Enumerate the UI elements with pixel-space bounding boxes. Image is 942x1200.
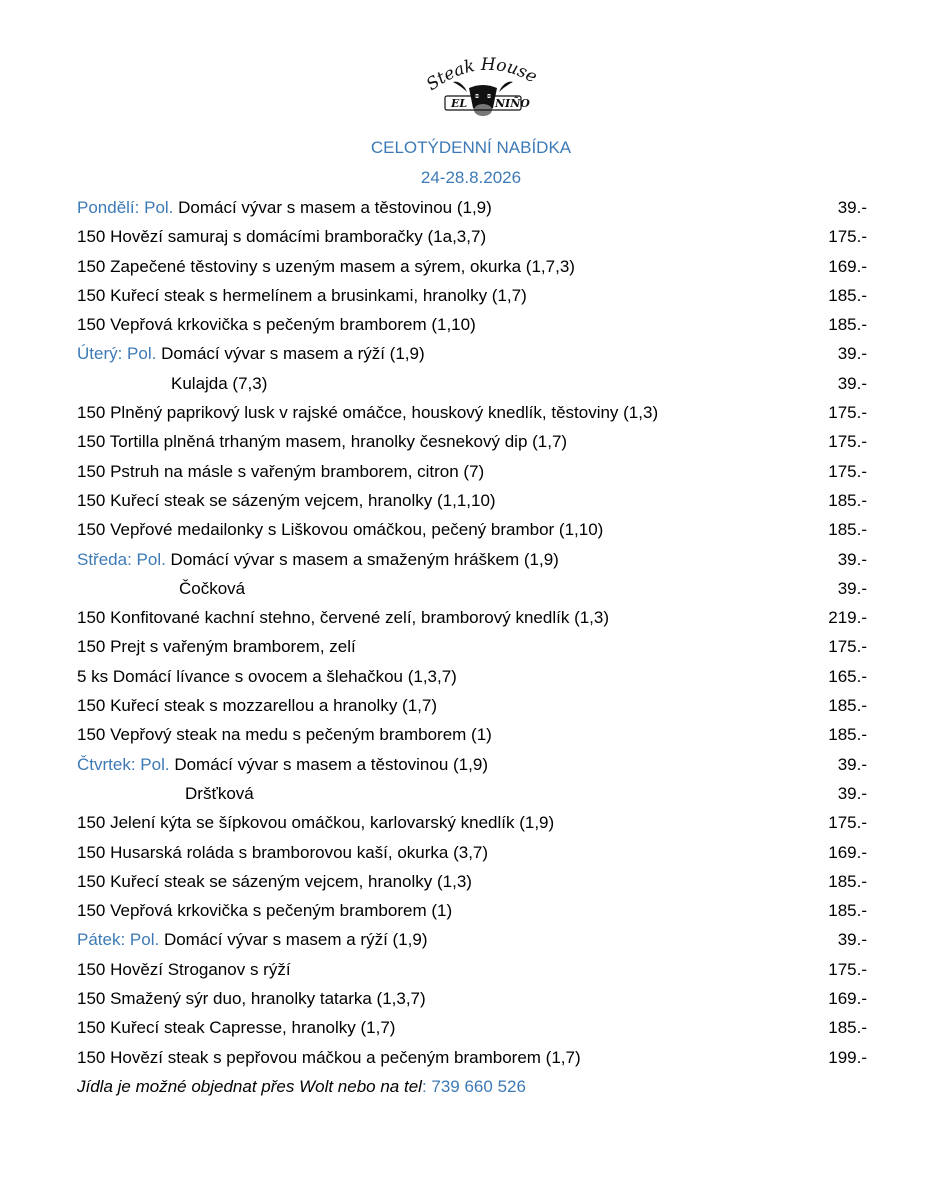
menu-item	[77, 486, 867, 515]
dish-price: 175.-	[828, 959, 867, 979]
order-note-text: Jídla je možné objednat přes Wolt nebo na tel	[77, 1076, 422, 1096]
dish-name: 150 Kuřecí steak se sázeným vejcem, hranolky (1,1,10)	[77, 490, 496, 510]
dish-price: 39.-	[837, 549, 867, 569]
menu-item	[77, 369, 867, 398]
menu-item	[77, 955, 867, 984]
dish-price: 175.-	[828, 637, 867, 657]
dish-price: 185.-	[828, 725, 867, 745]
logo-brand-right: NIÑO	[495, 97, 530, 110]
dish-price: 39.-	[837, 578, 867, 598]
dish-name: 5 ks Domácí lívance s ovocem a šlehačkou (1,3,7)	[77, 666, 457, 686]
dish-price: 165.-	[828, 666, 867, 686]
dish-price: 175.-	[828, 227, 867, 247]
dish-name: Domácí vývar s masem a těstovinou (1,9)	[173, 198, 492, 217]
dish-name: Kulajda (7,3)	[171, 373, 268, 393]
dish-name: 150 Zapečené těstoviny s uzeným masem a sýrem, okurka (1,7,3)	[77, 256, 575, 276]
dish-price: 199.-	[828, 1047, 867, 1067]
dish-price: 175.-	[828, 813, 867, 833]
dish-price: 219.-	[828, 608, 867, 628]
dish-price: 39.-	[837, 198, 867, 217]
menu-item	[77, 252, 867, 281]
dish-name: 150 Prejt s vařeným bramborem, zelí	[77, 637, 356, 657]
dish-price: 39.-	[837, 783, 867, 803]
dish-price: 185.-	[828, 1018, 867, 1038]
dish-name: Domácí vývar s masem a těstovinou (1,9)	[169, 754, 488, 774]
menu-item	[77, 779, 867, 808]
dish-price: 185.-	[828, 871, 867, 891]
day-label: Středa: Pol.	[77, 549, 166, 569]
offer-dates: 24-28.8.2026	[420, 168, 522, 187]
dish-name: Domácí vývar s masem a smaženým hráškem (1,9)	[165, 549, 559, 569]
menu-item	[77, 281, 867, 310]
dish-price: 39.-	[837, 754, 867, 774]
dish-name: 150 Kuřecí steak se sázeným vejcem, hranolky (1,3)	[77, 871, 472, 891]
dish-name: 150 Konfitované kachní stehno, červené zelí, bramborový knedlík (1,3)	[77, 608, 610, 628]
menu-item	[77, 632, 867, 661]
menu-item	[77, 691, 867, 720]
dish-name: Čočková	[179, 578, 246, 598]
menu-item	[77, 457, 867, 486]
dish-price: 175.-	[828, 461, 867, 481]
menu-item	[77, 808, 867, 837]
order-note-separator: :	[421, 1076, 432, 1096]
day-label: Pondělí: Pol.	[77, 198, 174, 217]
dish-price: 169.-	[828, 989, 867, 1009]
day-label: Úterý: Pol.	[77, 344, 157, 364]
dish-name: 150 Tortilla plněná trhaným masem, hranolky česnekový dip (1,7)	[77, 432, 568, 452]
menu-day-row	[77, 925, 867, 954]
order-note	[77, 1072, 867, 1101]
dish-price: 185.-	[828, 901, 867, 921]
dish-name: 150 Smažený sýr duo, hranolky tatarka (1,3,7)	[77, 989, 426, 1009]
dish-name: Domácí vývar s masem a rýží (1,9)	[156, 344, 425, 364]
dish-name: 150 Kuřecí steak s mozzarellou a hranolky (1,7)	[77, 696, 438, 716]
menu-item	[77, 574, 867, 603]
menu-item	[77, 720, 867, 749]
day-label: Čtvrtek: Pol.	[77, 754, 170, 774]
menu-item	[77, 1043, 867, 1072]
dish-price: 185.-	[828, 520, 867, 540]
menu-item	[77, 398, 867, 427]
dish-price: 175.-	[828, 403, 867, 423]
dish-price: 39.-	[837, 344, 867, 364]
menu-item	[77, 603, 867, 632]
dish-name: 150 Hovězí steak s pepřovou máčkou a pečeným bramborem (1,7)	[77, 1047, 581, 1067]
dish-price: 185.-	[828, 696, 867, 716]
dish-price: 185.-	[828, 315, 867, 335]
phone-number[interactable]: 739 660 526	[431, 1076, 526, 1096]
dish-name: 150 Pstruh na másle s vařeným bramborem, citron (7)	[77, 461, 485, 481]
dish-price: 185.-	[828, 285, 867, 305]
menu-day-row	[77, 545, 867, 574]
weekly-menu-list	[77, 193, 867, 1101]
menu-item	[77, 515, 867, 544]
menu-item	[77, 896, 867, 925]
dish-name: 150 Vepřová krkovička s pečeným bramborem (1)	[77, 901, 453, 921]
dish-name: 150 Vepřová krkovička s pečeným bramborem (1,10)	[77, 315, 476, 335]
offer-title: CELOTÝDENNÍ NABÍDKA	[370, 138, 572, 157]
dish-price: 185.-	[828, 490, 867, 510]
menu-item	[77, 984, 867, 1013]
dish-price: 169.-	[828, 256, 867, 276]
dish-name: 150 Kuřecí steak s hermelínem a brusinkami, hranolky (1,7)	[77, 285, 527, 305]
menu-item	[77, 310, 867, 339]
dish-price: 39.-	[837, 930, 867, 950]
dish-name: Domácí vývar s masem a rýží (1,9)	[159, 930, 428, 950]
dish-price: 169.-	[828, 842, 867, 862]
dish-name: 150 Vepřový steak na medu s pečeným bramborem (1)	[77, 725, 492, 745]
dish-name: 150 Vepřové medailonky s Liškovou omáčkou, pečený brambor (1,10)	[77, 520, 604, 540]
menu-day-row	[77, 339, 867, 368]
menu-item	[77, 867, 867, 896]
menu-item	[77, 1013, 867, 1042]
menu-item	[77, 222, 867, 251]
menu-item	[77, 427, 867, 456]
day-label: Pátek: Pol.	[77, 930, 160, 950]
menu-day-row	[77, 193, 867, 222]
dish-name: 150 Kuřecí steak Capresse, hranolky (1,7)	[77, 1018, 396, 1038]
dish-name: 150 Plněný paprikový lusk v rajské omáčce, houskový knedlík, těstoviny (1,3)	[77, 403, 659, 423]
dish-name: 150 Hovězí samuraj s domácími bramboračky (1a,3,7)	[77, 227, 487, 247]
menu-day-row	[77, 750, 867, 779]
svg-text:Steak House: Steak House	[422, 54, 541, 95]
menu-item	[77, 662, 867, 691]
dish-name: 150 Husarská roláda s bramborovou kaší, okurka (3,7)	[77, 842, 489, 862]
steak-house-logo	[413, 52, 553, 124]
dish-price: 175.-	[828, 432, 867, 452]
menu-item	[77, 838, 867, 867]
dish-price: 39.-	[837, 373, 867, 393]
dish-name: 150 Jelení kýta se šípkovou omáčkou, karlovarský knedlík (1,9)	[77, 813, 555, 833]
dish-name: Dršťková	[185, 783, 254, 803]
dish-name: 150 Hovězí Stroganov s rýží	[77, 959, 291, 979]
logo-brand-left: EL	[451, 97, 468, 110]
